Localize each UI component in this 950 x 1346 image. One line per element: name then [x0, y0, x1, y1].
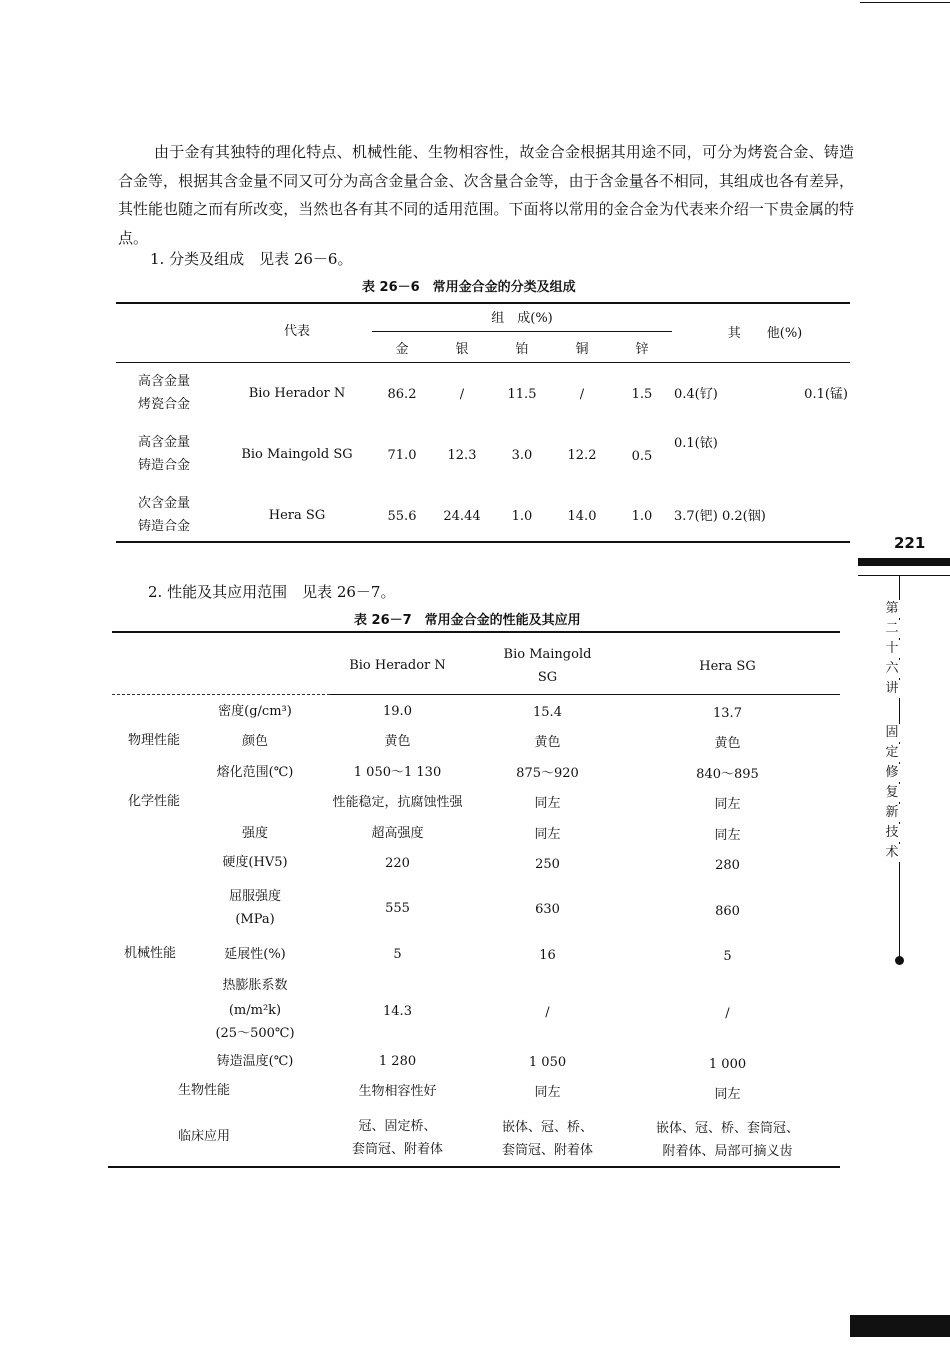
- table2-herador-strength: 超高强度: [371, 826, 424, 841]
- table2-top-rule: [112, 631, 840, 633]
- side-dot-icon: [895, 956, 904, 965]
- table2-prop-melt: 熔化范围(℃): [216, 765, 294, 780]
- table2-herador-melt: 1 050～1 130: [353, 765, 442, 780]
- table2-prop-thermal3: (25～500℃): [215, 1026, 295, 1041]
- table2-maingold-hardness: 250: [535, 857, 560, 872]
- table1-row1-cu: /: [579, 387, 585, 402]
- table2-maingold-thermal: /: [545, 1005, 550, 1020]
- table2-hera-density: 13.7: [713, 706, 742, 721]
- table1-row3-pt: 1.0: [511, 509, 533, 524]
- side-title-char: 六: [882, 660, 902, 678]
- table1-row1-au: 86.2: [387, 387, 417, 402]
- table1-header-rule: [116, 362, 850, 363]
- table2-maingold-density: 15.4: [533, 705, 562, 720]
- table1-row1-cat1: 高含金量: [138, 374, 191, 389]
- table2-header-rule: [330, 694, 840, 695]
- side-title-char: 第: [882, 600, 902, 618]
- table1-row2-zn: 0.5: [631, 449, 653, 464]
- table2-hera-yield: 860: [715, 904, 740, 919]
- table2-head-maingold: Bio Maingold: [503, 647, 592, 662]
- table2-group-mechanical: 机械性能: [124, 946, 177, 961]
- table1-row1-zn: 1.5: [631, 387, 653, 402]
- table1-row2-ag: 12.3: [447, 448, 477, 463]
- table2-hera-thermal: /: [725, 1006, 730, 1021]
- table1-row3-cat1: 次含金量: [138, 496, 191, 511]
- table1-header-group: 组 成(%): [491, 311, 553, 326]
- side-title-char: 固: [882, 724, 902, 742]
- table1-header-au: 金: [395, 342, 409, 357]
- table2-caption: 表 26－7 常用金合金的性能及其应用: [354, 613, 581, 628]
- side-title-char: 定: [882, 744, 902, 762]
- table1-row1-rep: Bio Herador N: [248, 386, 346, 401]
- table2-prop-color: 颜色: [241, 734, 268, 749]
- section2-heading: 2. 性能及其应用范围 见表 26－7。: [148, 583, 396, 601]
- header-rule: [860, 2, 950, 3]
- table1-row2-rep: Bio Maingold SG: [241, 447, 353, 462]
- table2-hera-strength: 同左: [714, 828, 741, 843]
- bottom-right-block: [850, 1315, 950, 1337]
- side-title-char: 技: [882, 824, 902, 842]
- table2-herador-yield: 555: [385, 901, 410, 916]
- table1-row3-au: 55.6: [387, 509, 417, 524]
- table2-herador-casting: 1 280: [378, 1054, 417, 1069]
- intro-paragraph: 由于金有其独特的理化特点、机械性能、生物相容性，故金合金根据其用途不同，可分为烤瓷合金、铸造合金等，根据其含金量不同又可分为高含金量合金、次含量合金等，由于含金量各不相同，其组成也各有差异，其性能也随之而有所改变，当然也各有其不同的适用范围。下面将以常用的金合金为代表来介绍一下贵金属的特点。: [118, 143, 854, 247]
- table2-bottom-rule: [108, 1166, 840, 1168]
- table1-row2-cu: 12.2: [567, 448, 597, 463]
- table1-bottom-rule: [116, 541, 850, 543]
- table2-prop-elong: 延展性(%): [224, 947, 286, 962]
- table1-row3-rep: Hera SG: [268, 508, 326, 523]
- table2-maingold-strength: 同左: [534, 827, 561, 842]
- table2-prop-strength: 强度: [241, 826, 268, 841]
- table2-hera-hardness: 280: [715, 858, 740, 873]
- table2-herador-thermal: 14.3: [383, 1004, 412, 1019]
- table2-hera-bio: 同左: [714, 1087, 741, 1102]
- table2-herador-chemical: 性能稳定，抗腐蚀性强: [332, 795, 463, 810]
- table2-head-hera: Hera SG: [699, 659, 756, 674]
- table2-head-maingold-sg: SG: [537, 670, 558, 685]
- table2-maingold-clinical-a: 嵌体、冠、桥、: [501, 1120, 593, 1135]
- table2-herador-density: 19.0: [383, 704, 412, 719]
- table2-herador-color: 黄色: [384, 734, 411, 749]
- table2-prop-density: 密度(g/cm³): [218, 704, 292, 719]
- table2-hera-color: 黄色: [714, 736, 741, 751]
- table1-row1-cat2: 烤瓷合金: [138, 397, 191, 412]
- table1-header-rep: 代表: [283, 324, 310, 339]
- page-number: 221: [894, 534, 926, 552]
- table1-header-ag: 银: [455, 342, 469, 357]
- table1-row2-other1: 0.1(铱): [674, 436, 718, 451]
- table2-herador-elong: 5: [393, 947, 402, 962]
- table2-hera-casting: 1 000: [708, 1057, 747, 1072]
- table2-head-herador: Bio Herador N: [349, 658, 446, 673]
- table1-row1-ag: /: [459, 387, 465, 402]
- table2-hera-clinical-b: 附着体、局部可摘义齿: [662, 1144, 793, 1159]
- table2-maingold-color: 黄色: [534, 735, 561, 750]
- table2-hera-chemical: 同左: [714, 797, 741, 812]
- table1-row1-pt: 11.5: [507, 387, 537, 402]
- table2-herador-bio: 生物相容性好: [358, 1084, 437, 1099]
- table2-prop-thermal1: 热膨胀系数: [222, 978, 288, 993]
- table2-prop-thermal2: (m/m²k): [228, 1003, 282, 1018]
- table2-prop-yield2: (MPa): [235, 912, 275, 927]
- table1-caption: 表 26－6 常用金合金的分类及组成: [362, 280, 576, 295]
- table2-maingold-clinical-b: 套筒冠、附着体: [501, 1143, 593, 1158]
- section1-heading: 1. 分类及组成 见表 26－6。: [150, 250, 353, 268]
- table1-row3-cu: 14.0: [567, 509, 597, 524]
- table2-maingold-yield: 630: [535, 902, 560, 917]
- side-title-char: 二: [882, 620, 902, 638]
- table1-row1-other1: 0.4(钌): [674, 387, 718, 402]
- table2-group-chemical: 化学性能: [128, 794, 181, 809]
- table1-header-cu: 铜: [575, 342, 589, 357]
- side-title-char: 复: [882, 784, 902, 802]
- table2-prop-casting: 铸造温度(℃): [216, 1054, 294, 1069]
- table1-group-rule: [372, 331, 672, 332]
- table1-header-zn: 锌: [635, 342, 649, 357]
- table2-group-bio: 生物性能: [178, 1083, 231, 1098]
- side-thick-bar: [858, 558, 950, 566]
- table1-top-rule: [116, 302, 850, 304]
- table1-row3-cat2: 铸造合金: [138, 519, 191, 534]
- table2-group-clinical: 临床应用: [178, 1129, 231, 1144]
- side-title-char: 术: [882, 844, 902, 862]
- table1-row2-pt: 3.0: [511, 448, 533, 463]
- table1-header-other: 其 他(%): [727, 326, 803, 341]
- table2-maingold-elong: 16: [539, 948, 556, 963]
- table2-hera-elong: 5: [723, 949, 732, 964]
- table2-maingold-casting: 1 050: [528, 1055, 567, 1070]
- table1-row2-au: 71.0: [387, 448, 417, 463]
- table1-row3-zn: 1.0: [631, 509, 653, 524]
- table2-prop-yield1: 屈服强度: [228, 889, 281, 904]
- side-thin-rule: [858, 575, 950, 576]
- table1-row3-other1: 3.7(钯) 0.2(铟): [674, 509, 766, 524]
- table2-maingold-chemical: 同左: [534, 796, 561, 811]
- table1-row1-other2: 0.1(锰): [804, 387, 848, 402]
- table2-herador-hardness: 220: [385, 856, 410, 871]
- side-title-char: 十: [882, 640, 902, 658]
- side-title-char: 讲: [882, 680, 902, 698]
- table2-hera-clinical-a: 嵌体、冠、桥、套筒冠、: [655, 1121, 799, 1136]
- table1-row2-cat2: 铸造合金: [138, 458, 191, 473]
- side-title-char: 修: [882, 764, 902, 782]
- table2-herador-clinical-b: 套筒冠、附着体: [351, 1142, 443, 1157]
- table2-maingold-melt: 875～920: [516, 766, 579, 781]
- table2-herador-clinical-a: 冠、固定桥、: [358, 1119, 437, 1134]
- side-title-char: 新: [882, 804, 902, 822]
- table1-row2-cat1: 高含金量: [138, 435, 191, 450]
- table2-hera-melt: 840～895: [696, 767, 759, 782]
- table2-group-physical: 物理性能: [128, 733, 181, 748]
- table1-header-pt: 铂: [515, 342, 529, 357]
- table2-prop-hardness: 硬度(HV5): [222, 855, 288, 870]
- table2-maingold-bio: 同左: [534, 1085, 561, 1100]
- table2-header-dashed-rule: [112, 694, 330, 695]
- table1-row3-ag: 24.44: [443, 509, 481, 524]
